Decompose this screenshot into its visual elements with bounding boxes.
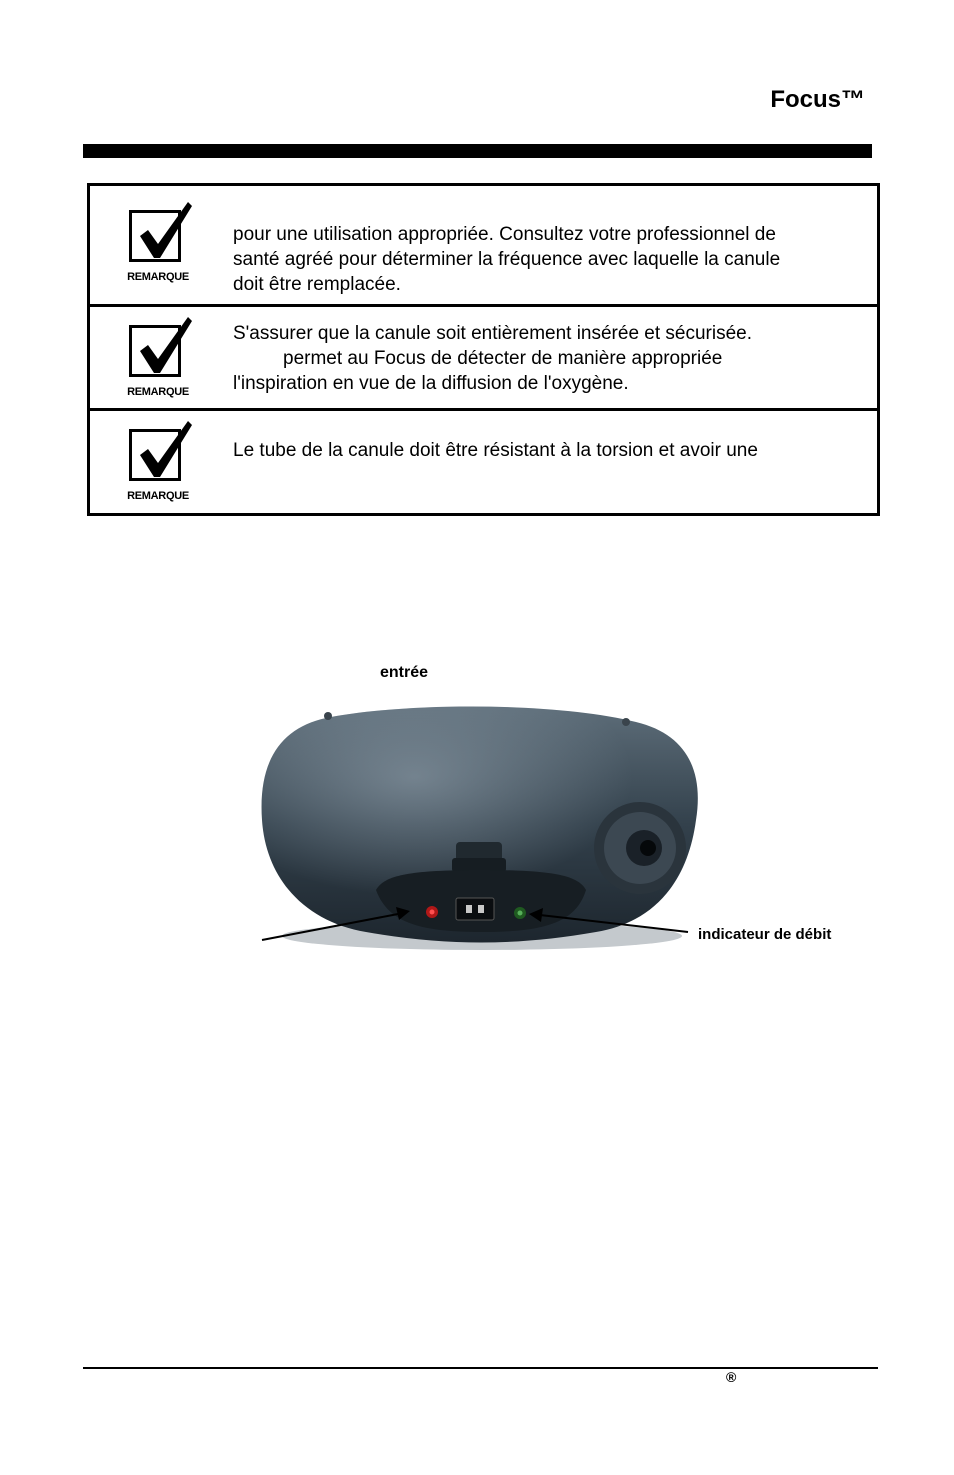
note-caption: REMARQUE [127,386,189,398]
arrow-head-icon [396,907,410,920]
registered-mark: ® [726,1369,737,1385]
note-line: santé agréé pour déterminer la fréquence avec laquelle la canule [233,249,781,270]
note-line: doit être remplacée. [233,274,401,295]
note-caption: REMARQUE [127,271,189,283]
arrow-head-icon [529,908,543,922]
flow-indicator-label: indicateur de débit [698,926,832,943]
note-line: S'assurer que la canule soit entièrement insérée et sécurisée. [233,323,753,344]
footer-rule [83,1367,878,1369]
inlet-label: entrée [380,664,429,681]
document-title: Focus™ [770,86,865,113]
arrow-line [262,914,398,940]
note-line: Le tube de la canule doit être résistant à la torsion et avoir une [233,440,758,461]
note-line: pour une utilisation appropriée. Consultez votre professionnel de [233,224,776,245]
note-line: permet au Focus de détecter de manière appropriée [283,348,723,369]
arrow-line [540,915,688,932]
note-line: l'inspiration en vue de la diffusion de l'oxygène. [233,373,629,394]
note-caption: REMARQUE [127,490,189,502]
